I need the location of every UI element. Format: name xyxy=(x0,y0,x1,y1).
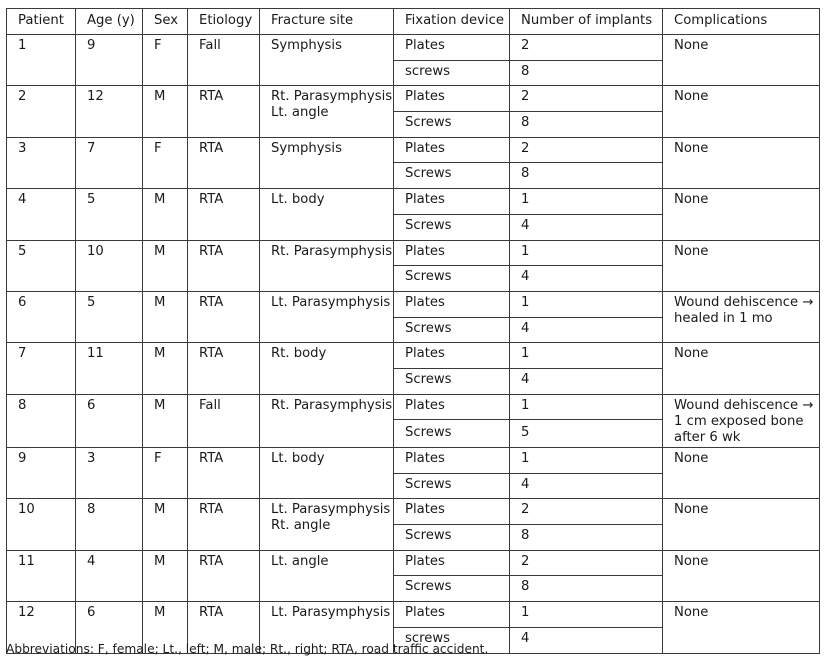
patient-cell: 3 xyxy=(7,137,76,188)
age-cell: 3 xyxy=(76,448,143,499)
fixation-device-cell: Plates xyxy=(394,550,510,576)
implant-count-cell: 8 xyxy=(510,112,663,138)
header-sex: Sex xyxy=(143,9,188,35)
complications-line: None xyxy=(674,243,709,259)
sex-cell: F xyxy=(143,137,188,188)
patient-cell: 8 xyxy=(7,394,76,447)
patients-table xyxy=(6,8,820,654)
fixation-device-cell: Screws xyxy=(394,163,510,189)
fracture-site-line: Lt. body xyxy=(271,451,325,466)
age-cell: 10 xyxy=(76,240,143,291)
complications-cell xyxy=(663,343,820,394)
age-cell: 6 xyxy=(76,394,143,447)
table-row xyxy=(7,343,820,369)
fracture-site-cell xyxy=(260,448,394,499)
fixation-device-cell: Plates xyxy=(394,240,510,266)
implant-count-cell: 4 xyxy=(510,368,663,394)
fracture-site-cell xyxy=(260,137,394,188)
fixation-device-cell: Plates xyxy=(394,189,510,215)
fracture-site-cell xyxy=(260,189,394,240)
age-cell: 6 xyxy=(76,602,143,653)
fracture-site-line: Rt. Parasymphysis xyxy=(271,89,393,105)
header-etiology: Etiology xyxy=(188,9,260,35)
header-fixation-device: Fixation device xyxy=(394,9,510,35)
complications-cell xyxy=(663,291,820,342)
complications-line: None xyxy=(674,605,709,621)
complications-cell xyxy=(663,86,820,137)
sex-cell: F xyxy=(143,448,188,499)
implant-count-cell: 8 xyxy=(510,525,663,551)
implant-count-cell: 1 xyxy=(510,291,663,317)
sex-cell: M xyxy=(143,86,188,137)
fixation-device-cell: Plates xyxy=(394,35,510,61)
etiology-cell: RTA xyxy=(188,499,260,550)
fracture-site-line: Rt. Parasymphysis xyxy=(271,243,393,259)
table-row xyxy=(7,86,820,112)
fracture-site-cell xyxy=(260,86,394,137)
implant-count-cell: 1 xyxy=(510,448,663,474)
fixation-device-cell: Screws xyxy=(394,214,510,240)
header-age: Age (y) xyxy=(76,9,143,35)
fixation-device-cell: Plates xyxy=(394,343,510,369)
etiology-cell: RTA xyxy=(188,343,260,394)
table-row xyxy=(7,35,820,61)
sex-cell: M xyxy=(143,394,188,447)
sex-cell: M xyxy=(143,240,188,291)
implant-count-cell: 1 xyxy=(510,343,663,369)
etiology-cell: RTA xyxy=(188,602,260,653)
sex-cell: M xyxy=(143,499,188,550)
fixation-device-cell: Screws xyxy=(394,368,510,394)
complications-line: None xyxy=(674,140,709,156)
etiology-cell: RTA xyxy=(188,448,260,499)
fixation-device-cell: Screws xyxy=(394,525,510,551)
complications-line: None xyxy=(674,553,709,569)
age-cell: 7 xyxy=(76,137,143,188)
complications-line: None xyxy=(674,192,709,208)
age-cell: 12 xyxy=(76,86,143,137)
table-row xyxy=(7,291,820,317)
implant-count-cell: 1 xyxy=(510,394,663,420)
footnote: Abbreviations: F, female; Lt., left; M, male; Rt., right; RTA, road traffic accident. xyxy=(6,642,489,656)
patient-cell: 6 xyxy=(7,291,76,342)
fixation-device-cell: Plates xyxy=(394,394,510,420)
complications-line: Wound dehiscence → xyxy=(674,397,814,413)
fracture-site-cell xyxy=(260,394,394,447)
fracture-site-cell xyxy=(260,343,394,394)
fracture-site-line: Lt. angle xyxy=(271,553,329,569)
fracture-site-cell xyxy=(260,291,394,342)
complications-cell xyxy=(663,137,820,188)
complications-line: after 6 wk xyxy=(674,429,741,445)
fracture-site-line: Rt. Parasymphysis xyxy=(271,397,393,413)
implant-count-cell: 1 xyxy=(510,602,663,628)
etiology-cell: Fall xyxy=(188,35,260,86)
implant-count-cell: 8 xyxy=(510,576,663,602)
fixation-device-cell: Screws xyxy=(394,266,510,292)
patient-cell: 12 xyxy=(7,602,76,653)
age-cell: 9 xyxy=(76,35,143,86)
table-row xyxy=(7,499,820,525)
complications-cell xyxy=(663,189,820,240)
header-patient: Patient xyxy=(7,9,76,35)
age-cell: 5 xyxy=(76,189,143,240)
implant-count-cell: 4 xyxy=(510,473,663,499)
fixation-device-cell: Screws xyxy=(394,576,510,602)
implant-count-cell: 2 xyxy=(510,137,663,163)
etiology-cell: RTA xyxy=(188,240,260,291)
fixation-device-cell: screws xyxy=(394,627,510,653)
fixation-device-cell: Plates xyxy=(394,499,510,525)
fracture-site-line: Lt. angle xyxy=(271,105,329,121)
implant-count-cell: 5 xyxy=(510,420,663,448)
fracture-site-cell xyxy=(260,240,394,291)
complications-line: None xyxy=(674,451,709,466)
table-row xyxy=(7,550,820,576)
complications-line: None xyxy=(674,89,709,105)
sex-cell: M xyxy=(143,343,188,394)
age-cell: 8 xyxy=(76,499,143,550)
sex-cell: M xyxy=(143,291,188,342)
fixation-device-cell: screws xyxy=(394,60,510,86)
header-number-of-implants: Number of implants xyxy=(510,9,663,35)
sex-cell: M xyxy=(143,602,188,653)
patient-cell: 1 xyxy=(7,35,76,86)
complications-cell xyxy=(663,448,820,499)
implant-count-cell: 2 xyxy=(510,499,663,525)
implant-count-cell: 4 xyxy=(510,266,663,292)
fixation-device-cell: Plates xyxy=(394,137,510,163)
fixation-device-cell: Plates xyxy=(394,86,510,112)
implant-count-cell: 4 xyxy=(510,317,663,343)
age-cell: 5 xyxy=(76,291,143,342)
fracture-site-line: Lt. body xyxy=(271,192,325,208)
patient-cell: 11 xyxy=(7,550,76,601)
fracture-site-line: Lt. Parasymphysis xyxy=(271,502,391,518)
patient-cell: 2 xyxy=(7,86,76,137)
table-row xyxy=(7,448,820,474)
table-body xyxy=(7,35,820,654)
header-complications: Complications xyxy=(663,9,820,35)
etiology-cell: RTA xyxy=(188,550,260,601)
table-row xyxy=(7,240,820,266)
implant-count-cell: 2 xyxy=(510,86,663,112)
etiology-cell: RTA xyxy=(188,137,260,188)
complications-cell xyxy=(663,240,820,291)
fracture-site-cell xyxy=(260,35,394,86)
complications-cell xyxy=(663,550,820,601)
fracture-site-line: Lt. Parasymphysis xyxy=(271,294,391,310)
complications-cell xyxy=(663,602,820,653)
fracture-site-line: Symphysis xyxy=(271,140,342,156)
patient-cell: 9 xyxy=(7,448,76,499)
age-cell: 4 xyxy=(76,550,143,601)
sex-cell: M xyxy=(143,189,188,240)
fixation-device-cell: Plates xyxy=(394,448,510,474)
patient-cell: 7 xyxy=(7,343,76,394)
etiology-cell: RTA xyxy=(188,86,260,137)
table-row xyxy=(7,137,820,163)
complications-line: Wound dehiscence → xyxy=(674,294,814,310)
sex-cell: M xyxy=(143,550,188,601)
header-row xyxy=(7,9,820,35)
fixation-device-cell: Plates xyxy=(394,602,510,628)
implant-count-cell: 8 xyxy=(510,60,663,86)
table-row xyxy=(7,189,820,215)
etiology-cell: Fall xyxy=(188,394,260,447)
fixation-device-cell: Screws xyxy=(394,317,510,343)
implant-count-cell: 1 xyxy=(510,240,663,266)
implant-count-cell: 2 xyxy=(510,35,663,61)
table-row xyxy=(7,394,820,420)
etiology-cell: RTA xyxy=(188,291,260,342)
fixation-device-cell: Screws xyxy=(394,473,510,499)
fracture-site-line: Rt. angle xyxy=(271,518,331,534)
sex-cell: F xyxy=(143,35,188,86)
age-cell: 11 xyxy=(76,343,143,394)
complications-line: None xyxy=(674,38,709,53)
complications-line: 1 cm exposed bone xyxy=(674,413,804,429)
etiology-cell: RTA xyxy=(188,189,260,240)
table-row xyxy=(7,602,820,628)
fixation-device-cell: Screws xyxy=(394,420,510,448)
complications-line: None xyxy=(674,346,709,362)
fracture-site-cell xyxy=(260,550,394,601)
fracture-site-cell xyxy=(260,499,394,550)
fracture-site-line: Symphysis xyxy=(271,38,342,53)
patient-cell: 4 xyxy=(7,189,76,240)
fixation-device-cell: Screws xyxy=(394,112,510,138)
implant-count-cell: 8 xyxy=(510,163,663,189)
fracture-site-line: Rt. body xyxy=(271,346,327,362)
complications-cell xyxy=(663,35,820,86)
implant-count-cell: 1 xyxy=(510,189,663,215)
implant-count-cell: 4 xyxy=(510,214,663,240)
complications-line: healed in 1 mo xyxy=(674,310,773,326)
patient-cell: 5 xyxy=(7,240,76,291)
header-fracture-site: Fracture site xyxy=(260,9,394,35)
fracture-site-line: Lt. Parasymphysis xyxy=(271,605,391,621)
complications-cell xyxy=(663,394,820,447)
patient-cell: 10 xyxy=(7,499,76,550)
implant-count-cell: 4 xyxy=(510,627,663,653)
fixation-device-cell: Plates xyxy=(394,291,510,317)
complications-line: None xyxy=(674,502,709,518)
implant-count-cell: 2 xyxy=(510,550,663,576)
complications-cell xyxy=(663,499,820,550)
